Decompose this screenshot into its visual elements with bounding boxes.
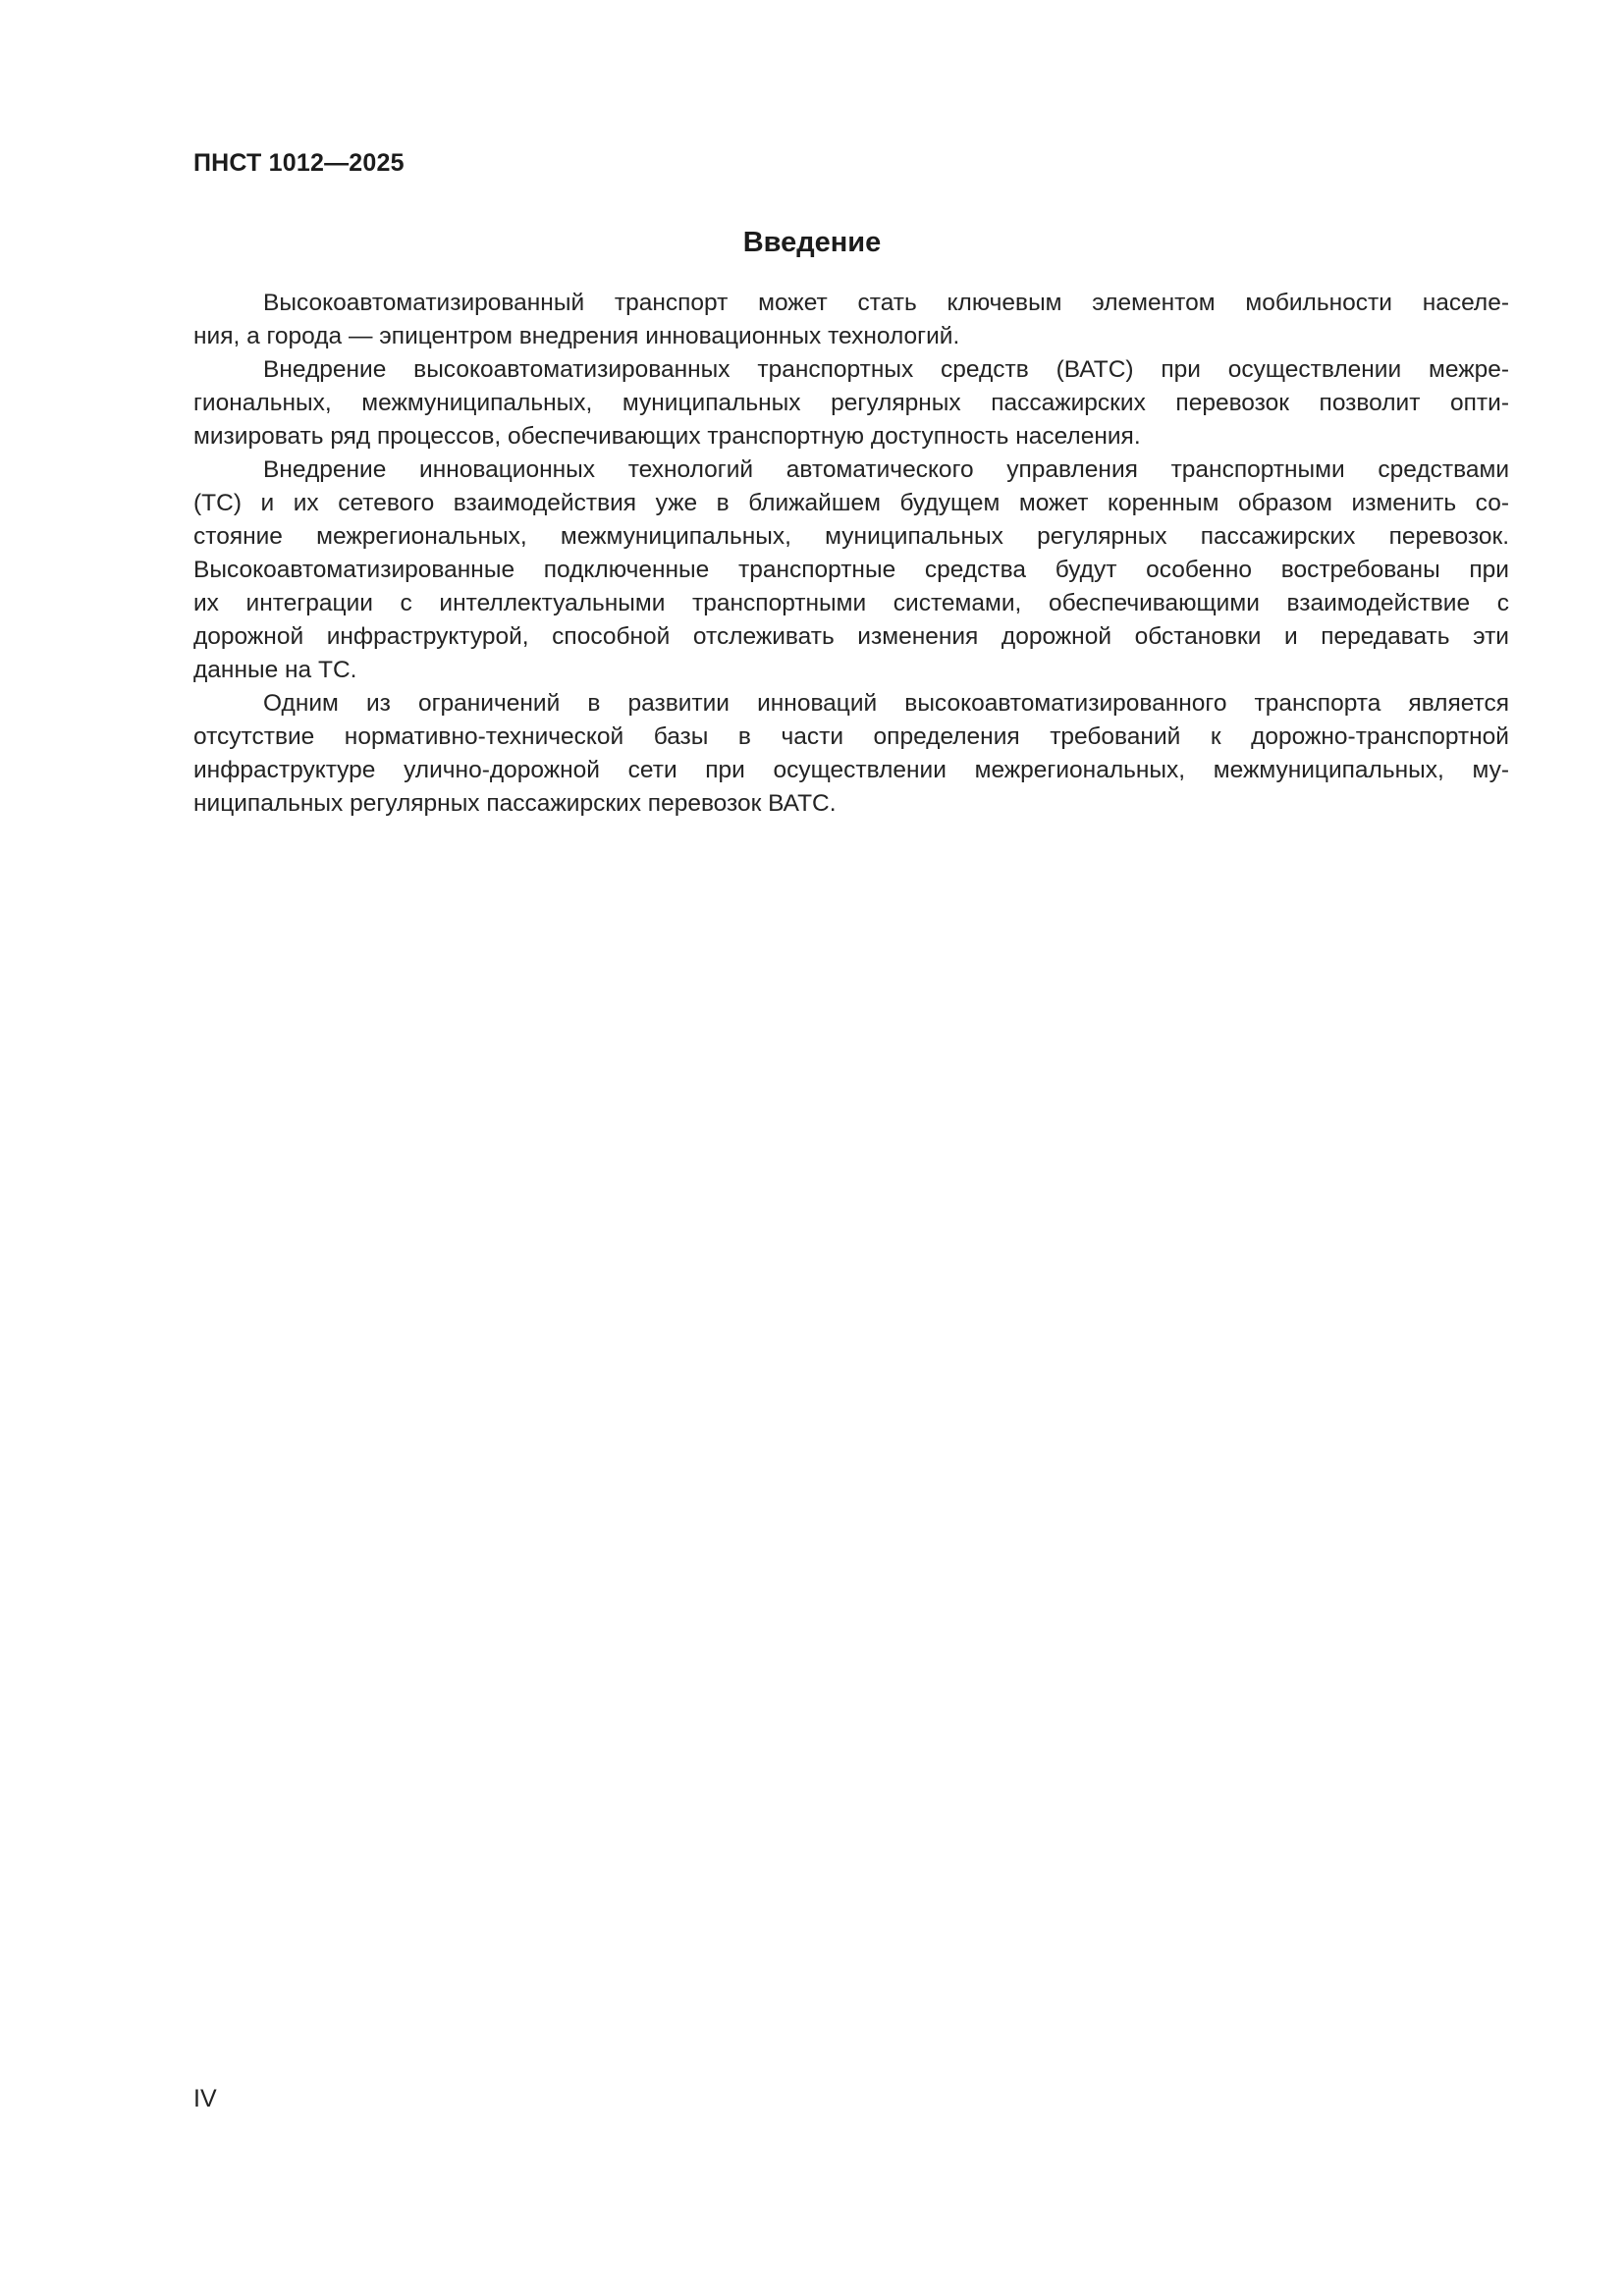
text-line: (ТС) и их сетевого взаимодействия уже в ближайшем будущем может коренным образом изменить со- [193,490,1509,516]
text-line: дорожной инфраструктурой, способной отслеживать изменения дорожной обстановки и передавать эти [193,623,1509,650]
section-title: Введение [742,227,882,258]
paragraph-2 [193,353,1509,454]
text-line: ниципальных регулярных пассажирских перевозок ВАТС. [193,790,837,817]
page-number: IV [193,2085,217,2112]
document-code-header: ПНСТ 1012—2025 [193,149,405,177]
text-line: Внедрение инновационных технологий автоматического управления транспортными средствами [263,456,1509,483]
text-line: Высокоавтоматизированный транспорт может стать ключевым элементом мобильности населе- [263,290,1509,316]
text-line: данные на ТС. [193,657,357,683]
text-line: Внедрение высокоавтоматизированных транспортных средств (ВАТС) при осуществлении межре- [263,356,1509,383]
paragraph-3 [193,454,1509,687]
text-line: стояние межрегиональных, межмуниципальных, муниципальных регулярных пассажирских перевозок. [193,523,1509,550]
text-line: инфраструктуре улично-дорожной сети при осуществлении межрегиональных, межмуниципальных, му- [193,757,1509,783]
paragraph-4 [193,687,1509,821]
text-line: отсутствие нормативно-технической базы в части определения требований к дорожно-транспортной [193,723,1509,750]
text-line: их интеграции с интеллектуальными транспортными системами, обеспечивающими взаимодействие с [193,590,1509,616]
text-line: гиональных, межмуниципальных, муниципальных регулярных пассажирских перевозок позволит опти- [193,390,1509,416]
text-line: ния, а города — эпицентром внедрения инновационных технологий. [193,323,960,349]
text-line: мизировать ряд процессов, обеспечивающих транспортную доступность населения. [193,423,1141,450]
introduction-body [193,287,1509,821]
paragraph-1 [193,287,1509,353]
text-line: Высокоавтоматизированные подключенные транспортные средства будут особенно востребованы при [193,557,1509,583]
text-line: Одним из ограничений в развитии инноваций высокоавтоматизированного транспорта является [263,690,1509,717]
